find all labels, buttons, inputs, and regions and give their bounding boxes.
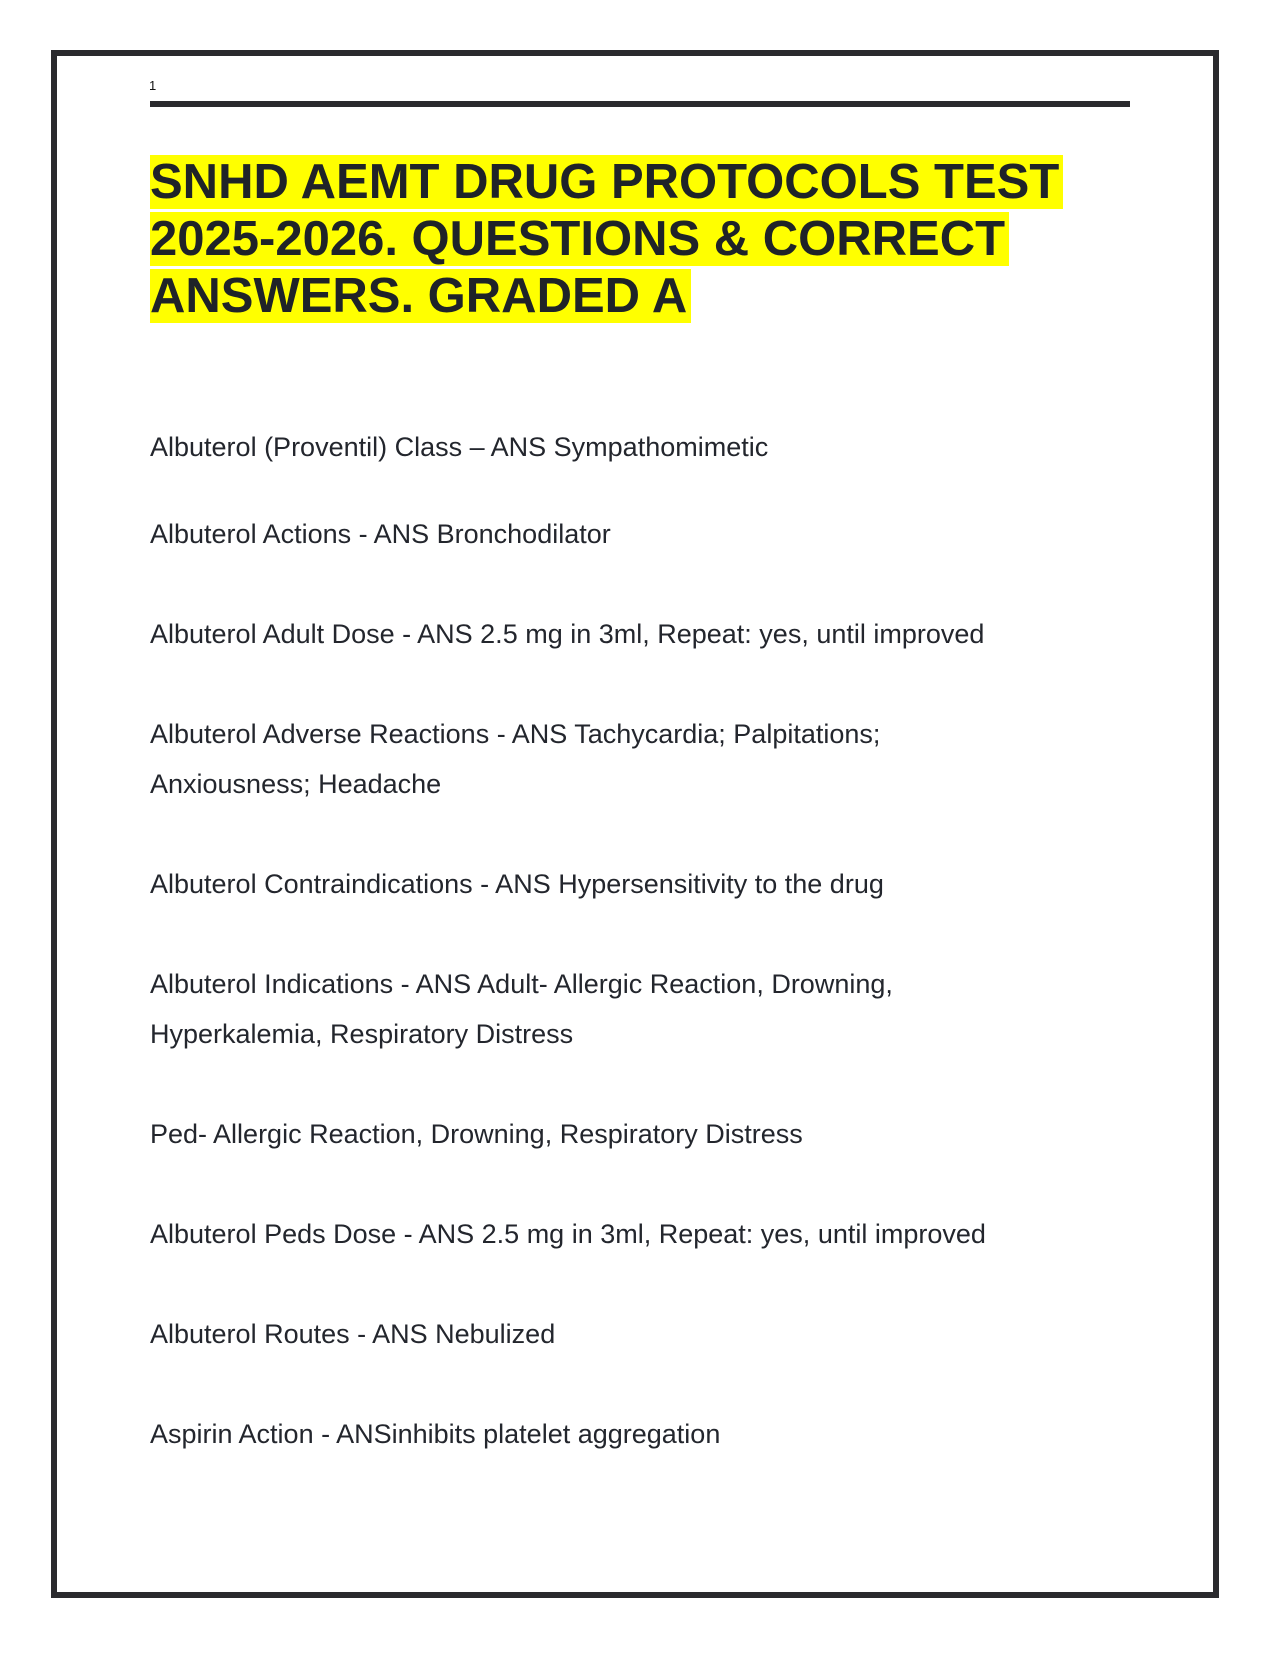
qa-entry-ped-indications: Ped- Allergic Reaction, Drowning, Respiratory Distress	[150, 1119, 803, 1149]
qa-entry-albuterol-class: Albuterol (Proventil) Class – ANS Sympathomimetic	[150, 432, 769, 462]
title-line: ANSWERS. GRADED A	[150, 269, 691, 323]
header-divider	[150, 101, 1130, 107]
qa-entry-albuterol-contraindications: Albuterol Contraindications - ANS Hypersensitivity to the drug	[150, 869, 884, 899]
qa-entry-albuterol-adverse-reactions	[150, 709, 1130, 809]
title-line: SNHD AEMT DRUG PROTOCOLS TEST	[150, 155, 1063, 209]
qa-entry-albuterol-actions: Albuterol Actions - ANS Bronchodilator	[150, 519, 611, 549]
entry-line: Albuterol Adverse Reactions - ANS Tachycardia; Palpitations;	[150, 719, 881, 749]
entry-line: Hyperkalemia, Respiratory Distress	[150, 1019, 574, 1049]
document-title	[150, 154, 1130, 325]
qa-entry-albuterol-adult-dose: Albuterol Adult Dose - ANS 2.5 mg in 3ml, Repeat: yes, until improved	[150, 619, 985, 649]
page-number: 1	[149, 78, 157, 93]
qa-entry-albuterol-peds-dose: Albuterol Peds Dose - ANS 2.5 mg in 3ml, Repeat: yes, until improved	[150, 1219, 986, 1249]
entry-line: Albuterol Indications - ANS Adult- Allergic Reaction, Drowning,	[150, 969, 893, 999]
entry-line: Anxiousness; Headache	[150, 769, 442, 799]
qa-entry-albuterol-routes: Albuterol Routes - ANS Nebulized	[150, 1319, 556, 1349]
title-line: 2025-2026. QUESTIONS & CORRECT	[150, 212, 1009, 266]
qa-entry-aspirin-action: Aspirin Action - ANSinhibits platelet aggregation	[150, 1419, 721, 1449]
qa-entry-albuterol-indications	[150, 959, 1130, 1059]
